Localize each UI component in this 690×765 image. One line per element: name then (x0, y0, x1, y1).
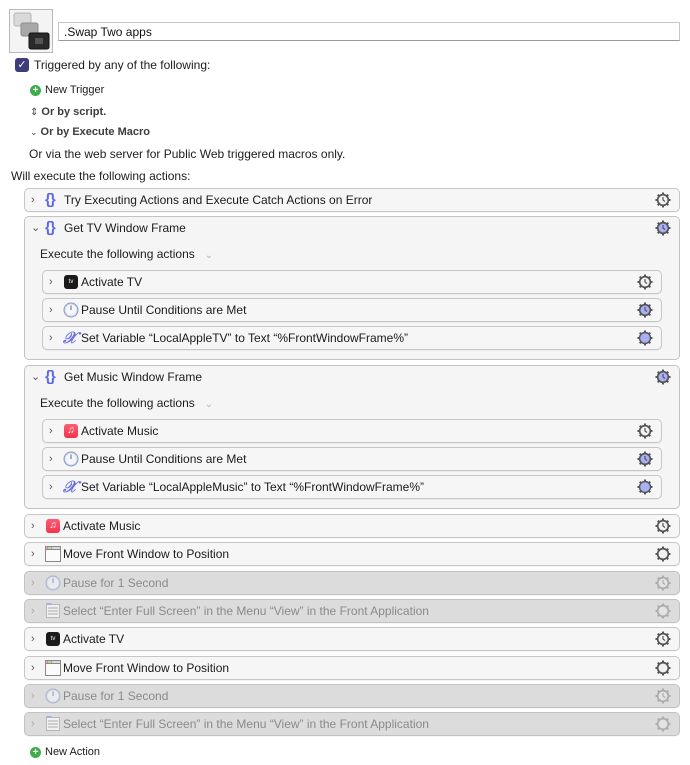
chevron-down-icon[interactable]: ⌄ (204, 250, 214, 261)
chevron-right-icon[interactable]: › (31, 662, 35, 674)
gear-icon[interactable] (655, 660, 671, 676)
clock-icon (45, 688, 61, 704)
action-group-music[interactable] (24, 365, 680, 509)
chevron-right-icon[interactable]: › (49, 304, 53, 316)
group-header[interactable]: ⌄ {} Get Music Window Frame (25, 366, 679, 390)
chevron-right-icon[interactable]: › (49, 332, 53, 344)
braces-icon: {} (45, 368, 55, 385)
plus-circle-icon: + (30, 85, 41, 96)
gear-blue-icon[interactable] (637, 330, 653, 346)
chevron-right-icon[interactable]: › (49, 453, 53, 465)
gear-clock-blue-icon[interactable] (655, 369, 671, 385)
action-row[interactable]: › Move Front Window to Position (24, 656, 680, 680)
action-row[interactable]: › Move Front Window to Position (24, 542, 680, 566)
stacked-windows-icon (10, 10, 54, 54)
gear-icon[interactable] (655, 716, 671, 732)
chevron-right-icon[interactable]: › (31, 577, 35, 589)
action-row-disabled[interactable]: › Pause for 1 Second (24, 684, 680, 708)
chevron-down-icon: ⌄ (30, 126, 38, 137)
gear-clock-icon[interactable] (655, 631, 671, 647)
group-header[interactable]: ⌄ {} Get TV Window Frame (25, 217, 679, 241)
action-row[interactable]: › ♫ Activate Music (24, 514, 680, 538)
menu-list-icon (45, 603, 61, 619)
action-row[interactable]: › {} Try Executing Actions and Execute Catch Actions on Error (24, 188, 680, 212)
actions-heading: Will execute the following actions: (11, 169, 191, 183)
apple-tv-icon: tv (46, 632, 60, 646)
gear-icon[interactable] (655, 546, 671, 562)
execute-label[interactable]: Execute the following actions ⌄ (40, 247, 214, 261)
plus-circle-icon: + (30, 747, 41, 758)
clock-icon (45, 575, 61, 591)
action-row[interactable]: › 𝒳 Set Variable “LocalAppleTV” to Text “%FrontWindowFrame%” (42, 326, 662, 350)
action-row-disabled[interactable]: › Pause for 1 Second (24, 571, 680, 595)
chevron-right-icon[interactable]: › (31, 194, 35, 206)
apple-tv-icon: tv (64, 275, 78, 289)
chevron-down-icon[interactable]: ⌄ (204, 399, 214, 410)
window-icon (45, 660, 61, 676)
action-row[interactable]: › Pause Until Conditions are Met (42, 298, 662, 322)
braces-icon: {} (45, 191, 55, 208)
chevron-right-icon[interactable]: › (31, 548, 35, 560)
variable-x-icon: 𝒳 (63, 477, 77, 496)
chevron-down-icon[interactable]: ⌄ (31, 222, 41, 234)
new-trigger-button[interactable]: + New Trigger (30, 82, 104, 98)
action-row[interactable]: › ♫ Activate Music (42, 419, 662, 443)
braces-icon: {} (45, 219, 55, 236)
execute-label[interactable]: Execute the following actions ⌄ (40, 396, 214, 410)
menu-list-icon (45, 716, 61, 732)
chevron-right-icon[interactable]: › (31, 690, 35, 702)
gear-clock-icon[interactable] (655, 575, 671, 591)
chevron-down-icon[interactable]: ⌄ (31, 371, 41, 383)
variable-x-icon: 𝒳 (63, 328, 77, 347)
chevron-right-icon[interactable]: › (31, 718, 35, 730)
triggers-enabled-checkbox[interactable]: ✓ (15, 58, 29, 72)
chevron-right-icon[interactable]: › (31, 605, 35, 617)
by-execute-macro-toggle[interactable]: ⌄ Or by Execute Macro (30, 126, 150, 138)
action-row[interactable]: › 𝒳 Set Variable “LocalAppleMusic” to Text “%FrontWindowFrame%” (42, 475, 662, 499)
music-icon: ♫ (64, 424, 78, 438)
macro-name-input[interactable]: .Swap Two apps (58, 22, 680, 41)
action-group-tv[interactable] (24, 216, 680, 360)
chevron-right-icon[interactable]: › (49, 276, 53, 288)
by-script-toggle[interactable]: ⇕ Or by script. (30, 106, 107, 118)
web-server-note: Or via the web server for Public Web triggered macros only. (29, 147, 346, 161)
gear-clock-icon[interactable] (637, 423, 653, 439)
action-row[interactable]: › tv Activate TV (42, 270, 662, 294)
window-icon (45, 546, 61, 562)
action-row[interactable]: › tv Activate TV (24, 627, 680, 651)
gear-clock-blue-icon[interactable] (655, 220, 671, 236)
gear-clock-icon[interactable] (655, 192, 671, 208)
gear-icon[interactable] (655, 603, 671, 619)
triggers-heading: Triggered by any of the following: (34, 58, 211, 72)
gear-clock-blue-icon[interactable] (637, 451, 653, 467)
chevron-right-icon[interactable]: › (31, 520, 35, 532)
gear-clock-icon[interactable] (655, 688, 671, 704)
gear-clock-blue-icon[interactable] (637, 302, 653, 318)
gear-clock-icon[interactable] (637, 274, 653, 290)
macro-icon[interactable] (9, 9, 53, 53)
chevron-right-icon[interactable]: › (31, 633, 35, 645)
clock-icon (63, 302, 79, 318)
action-row[interactable]: › Pause Until Conditions are Met (42, 447, 662, 471)
music-icon: ♫ (46, 519, 60, 533)
chevron-right-icon[interactable]: › (49, 481, 53, 493)
up-down-chevron-icon: ⇕ (30, 106, 39, 118)
gear-blue-icon[interactable] (637, 479, 653, 495)
clock-icon (63, 451, 79, 467)
chevron-right-icon[interactable]: › (49, 425, 53, 437)
new-action-button[interactable]: + New Action (30, 744, 100, 760)
gear-clock-icon[interactable] (655, 518, 671, 534)
action-row-disabled[interactable]: › Select “Enter Full Screen” in the Menu “View” in the Front Application (24, 599, 680, 623)
action-row-disabled[interactable]: › Select “Enter Full Screen” in the Menu “View” in the Front Application (24, 712, 680, 736)
